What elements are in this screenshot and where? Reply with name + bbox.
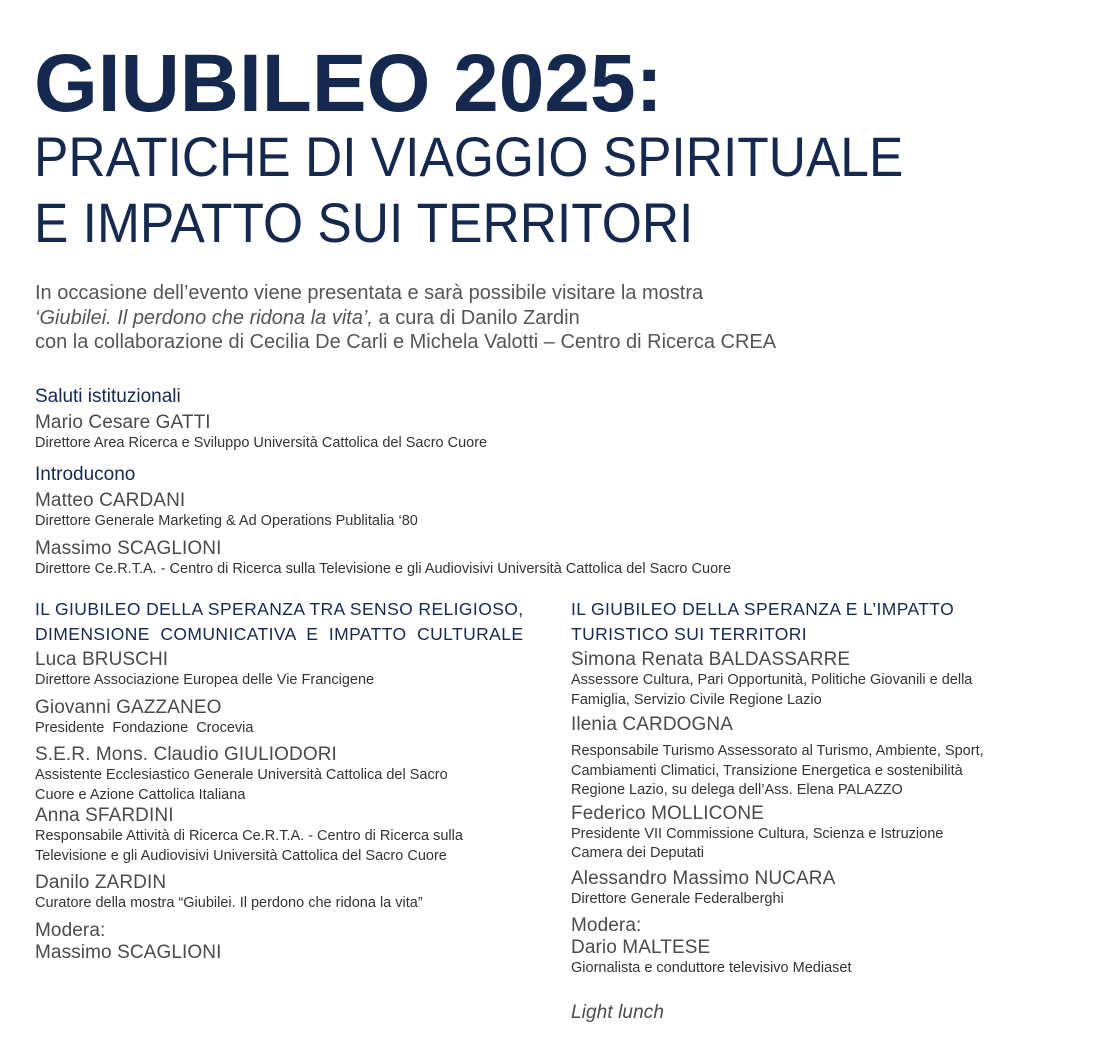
speaker-role: Camera dei Deputati	[571, 845, 704, 861]
speaker-name: Mario Cesare GATTI	[35, 412, 211, 433]
speaker-role: Direttore Ce.R.T.A. - Centro di Ricerca sulla Televisione e gli Audiovisivi Università Cattolica del Sacro Cuore	[35, 560, 732, 577]
panel-right-heading-2: TURISTICO SUI TERRITORI	[571, 624, 808, 644]
intro-paragraph	[35, 281, 776, 355]
intro-line-1: In occasione dell’evento viene presentata e sarà possibile visitare la mostra	[35, 282, 704, 304]
speaker-name: Anna SFARDINI	[35, 805, 174, 826]
panel-left-heading-1: IL GIUBILEO DELLA SPERANZA TRA SENSO RELIGIOSO,	[35, 599, 524, 619]
panel-right-heading-1: IL GIUBILEO DELLA SPERANZA E L’IMPATTO	[571, 599, 955, 619]
moderator-role: Giornalista e conduttore televisivo Mediaset	[571, 960, 852, 976]
moderator-label: Modera:	[571, 915, 642, 936]
moderator-name: Massimo SCAGLIONI	[35, 941, 222, 963]
panel-left	[35, 597, 524, 964]
speaker-role: Presidente VII Commissione Cultura, Scienza e Istruzione	[571, 825, 944, 842]
section-saluti	[35, 386, 487, 454]
speaker-role: Presidente Fondazione Crocevia	[35, 719, 254, 736]
panel-right	[571, 597, 984, 1024]
speaker-role: Responsabile Attività di Ricerca Ce.R.T.A. - Centro di Ricerca sulla	[35, 828, 463, 844]
closing-note: Light lunch	[571, 1001, 665, 1023]
speaker-name: Alessandro Massimo NUCARA	[571, 867, 836, 889]
speaker-name: Matteo CARDANI	[35, 490, 186, 511]
section-label-saluti: Saluti istituzionali	[35, 386, 181, 407]
exhibition-title: ‘Giubilei. Il perdono che ridona la vita’,	[35, 306, 373, 329]
exhibition-curator: a cura di Danilo Zardin	[372, 306, 580, 329]
speaker-name: Ilenia CARDOGNA	[571, 714, 733, 735]
moderator-name: Dario MALTESE	[571, 937, 711, 958]
speaker-name: Federico MOLLICONE	[571, 802, 764, 824]
subtitle-line-2: E IMPATTO SUI TERRITORI	[34, 191, 694, 254]
panel-left-heading-2: DIMENSIONE COMUNICATIVA E IMPATTO CULTURALE	[35, 624, 524, 644]
speaker-role: Cuore e Azione Cattolica Italiana	[35, 786, 246, 803]
section-label-introducono: Introducono	[35, 464, 136, 485]
speaker-name: S.E.R. Mons. Claudio GIULIODORI	[35, 744, 337, 765]
speaker-role: Responsabile Turismo Assessorato al Turismo, Ambiente, Sport,	[571, 743, 984, 759]
speaker-role: Televisione e gli Audiovisivi Università Cattolica del Sacro Cuore	[35, 847, 447, 864]
speaker-name: Simona Renata BALDASSARRE	[571, 649, 851, 670]
intro-line-2	[35, 306, 776, 331]
speaker-role: Direttore Area Ricerca e Sviluppo Università Cattolica del Sacro Cuore	[35, 435, 488, 451]
subtitle-line-1: PRATICHE DI VIAGGIO SPIRITUALE	[34, 125, 904, 188]
speaker-role: Regione Lazio, su delega dell’Ass. Elena PALAZZO	[571, 782, 903, 798]
moderator-label: Modera:	[35, 919, 106, 941]
speaker-role: Assistente Ecclesiastico Generale Università Cattolica del Sacro	[35, 767, 448, 783]
speaker-role: Famiglia, Servizio Civile Regione Lazio	[571, 691, 822, 708]
intro-line-3: con la collaborazione di Cecilia De Carli e Michela Valotti – Centro di Ricerca CREA	[35, 331, 777, 353]
speaker-role: Cambiamenti Climatici, Transizione Energetica e sostenibilità	[571, 762, 963, 779]
speaker-role: Direttore Associazione Europea delle Vie Francigene	[35, 672, 375, 688]
speaker-name: Massimo SCAGLIONI	[35, 537, 222, 559]
speaker-role: Direttore Generale Federalberghi	[571, 890, 784, 907]
speaker-role: Assessore Cultura, Pari Opportunità, Politiche Giovanili e della	[571, 672, 973, 688]
speaker-role: Direttore Generale Marketing & Ad Operations Publitalia ‘80	[35, 513, 418, 529]
page-title: GIUBILEO 2025:	[34, 38, 663, 129]
section-introducono	[35, 464, 731, 579]
speaker-name: Danilo ZARDIN	[35, 872, 167, 893]
speaker-role: Curatore della mostra “Giubilei. Il perdono che ridona la vita”	[35, 895, 423, 911]
speaker-name: Giovanni GAZZANEO	[35, 696, 222, 718]
speaker-name: Luca BRUSCHI	[35, 649, 169, 670]
